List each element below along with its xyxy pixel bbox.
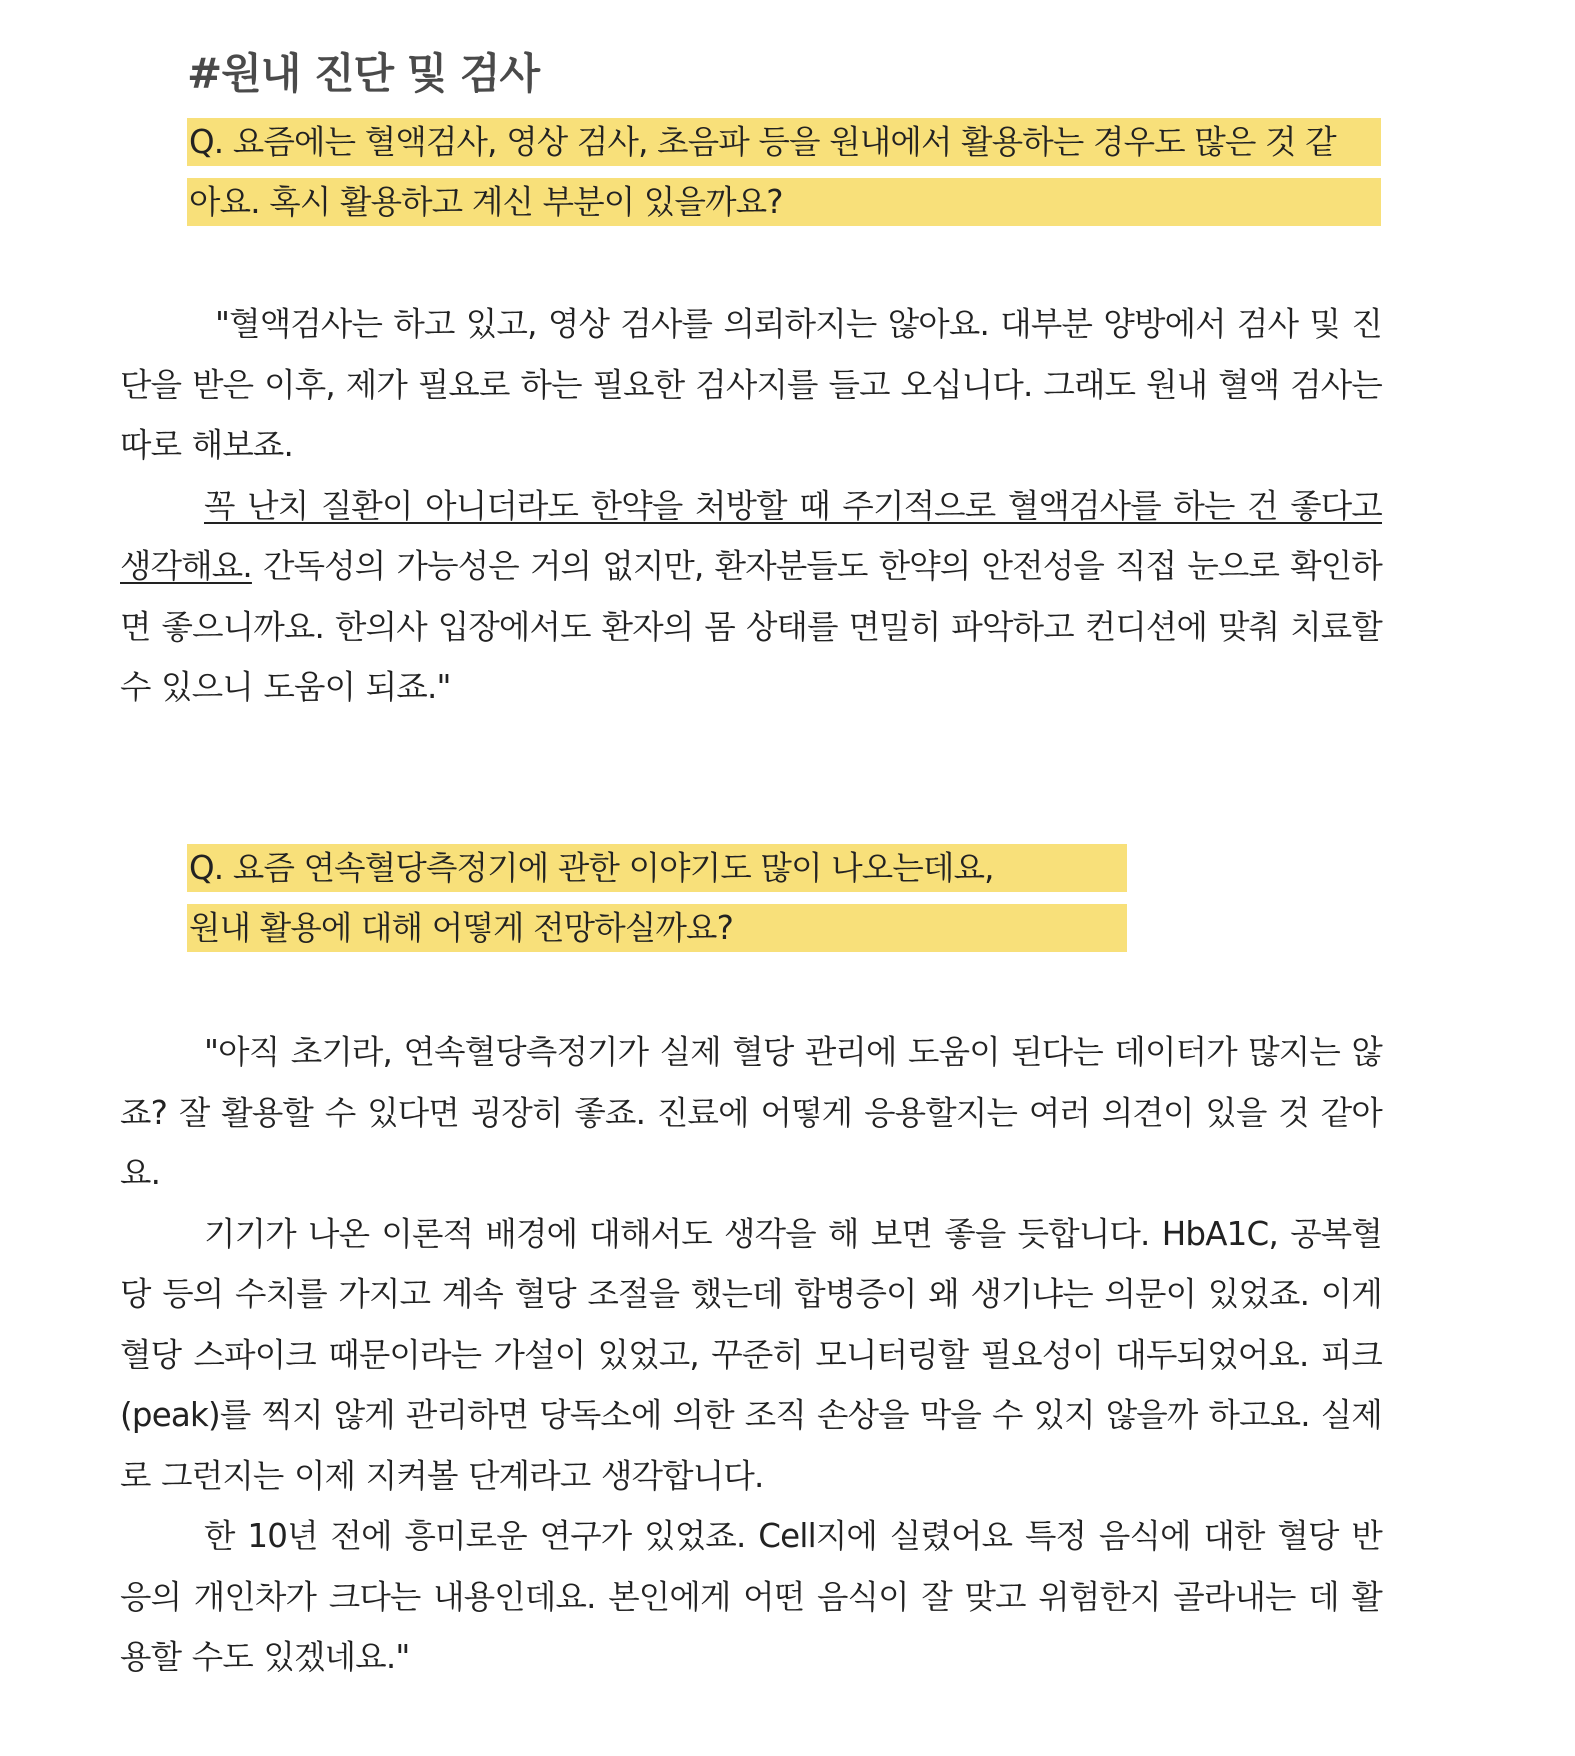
question-1-block [187,118,1381,238]
question-2-line-2: 원내 활용에 대해 어떻게 전망하실까요? [187,904,1127,952]
answer-1-paragraph-2-rest: 간독성의 가능성은 거의 없지만, 환자분들도 한약의 안전성을 직접 눈으로 확인하면 좋으니까요. 한의사 입장에서도 환자의 몸 상태를 면밀히 파악하고 컨디션에 맞춰 치료할 수 있으니 도움이 되죠." [120,547,1382,706]
answer-1-underlined-sentence: 꼭 난치 질환이 아니더라도 한약을 처방할 때 주기적으로 혈액검사를 하는 건 좋다고 생각해요. [120,486,1382,585]
answer-1-paragraph-2 [120,476,1382,718]
answer-2-paragraph-3: 한 10년 전에 흥미로운 연구가 있었죠. Cell지에 실렸어요 특정 음식에 대한 혈당 반응의 개인차가 크다는 내용인데요. 본인에게 어떤 음식이 잘 맞고 위험한지 골라내는 데 활용할 수도 있겠네요." [120,1517,1382,1676]
answer-2-block [120,1022,1382,1688]
question-2-line-1: Q. 요즘 연속혈당측정기에 관한 이야기도 많이 나오는데요, [187,844,1127,892]
answer-2-paragraph-1: "아직 초기라, 연속혈당측정기가 실제 혈당 관리에 도움이 된다는 데이터가 많지는 않죠? 잘 활용할 수 있다면 굉장히 좋죠. 진료에 어떻게 응용할지는 여러 의견이 있을 것 같아요. [120,1033,1382,1192]
answer-1-paragraph-1: "혈액검사는 하고 있고, 영상 검사를 의뢰하지는 않아요. 대부분 양방에서 검사 및 진단을 받은 이후, 제가 필요로 하는 필요한 검사지를 들고 오십니다. 그래도 원내 혈액 검사는 따로 해보죠. [120,305,1382,464]
question-1-line-2: 아요. 혹시 활용하고 계신 부분이 있을까요? [187,178,1381,226]
section-title: #원내 진단 및 검사 [187,49,540,98]
question-2-block [187,844,1127,964]
answer-2-paragraph-2: 기기가 나온 이론적 배경에 대해서도 생각을 해 보면 좋을 듯합니다. HbA1C, 공복혈당 등의 수치를 가지고 계속 혈당 조절을 했는데 합병증이 왜 생기냐는 의문이 있었죠. 이게 혈당 스파이크 때문이라는 가설이 있었고, 꾸준히 모니터링할 필요성이 대두되었어요. 피크(peak)를 찍지 않게 관리하면 당독소에 의한 조직 손상을 막을 수 있지 않을까 하고요. 실제로 그런지는 이제 지켜볼 단계라고 생각합니다. [120,1214,1382,1495]
question-1-line-1: Q. 요즘에는 혈액검사, 영상 검사, 초음파 등을 원내에서 활용하는 경우도 많은 것 같 [187,118,1381,166]
answer-1-block [120,294,1382,718]
